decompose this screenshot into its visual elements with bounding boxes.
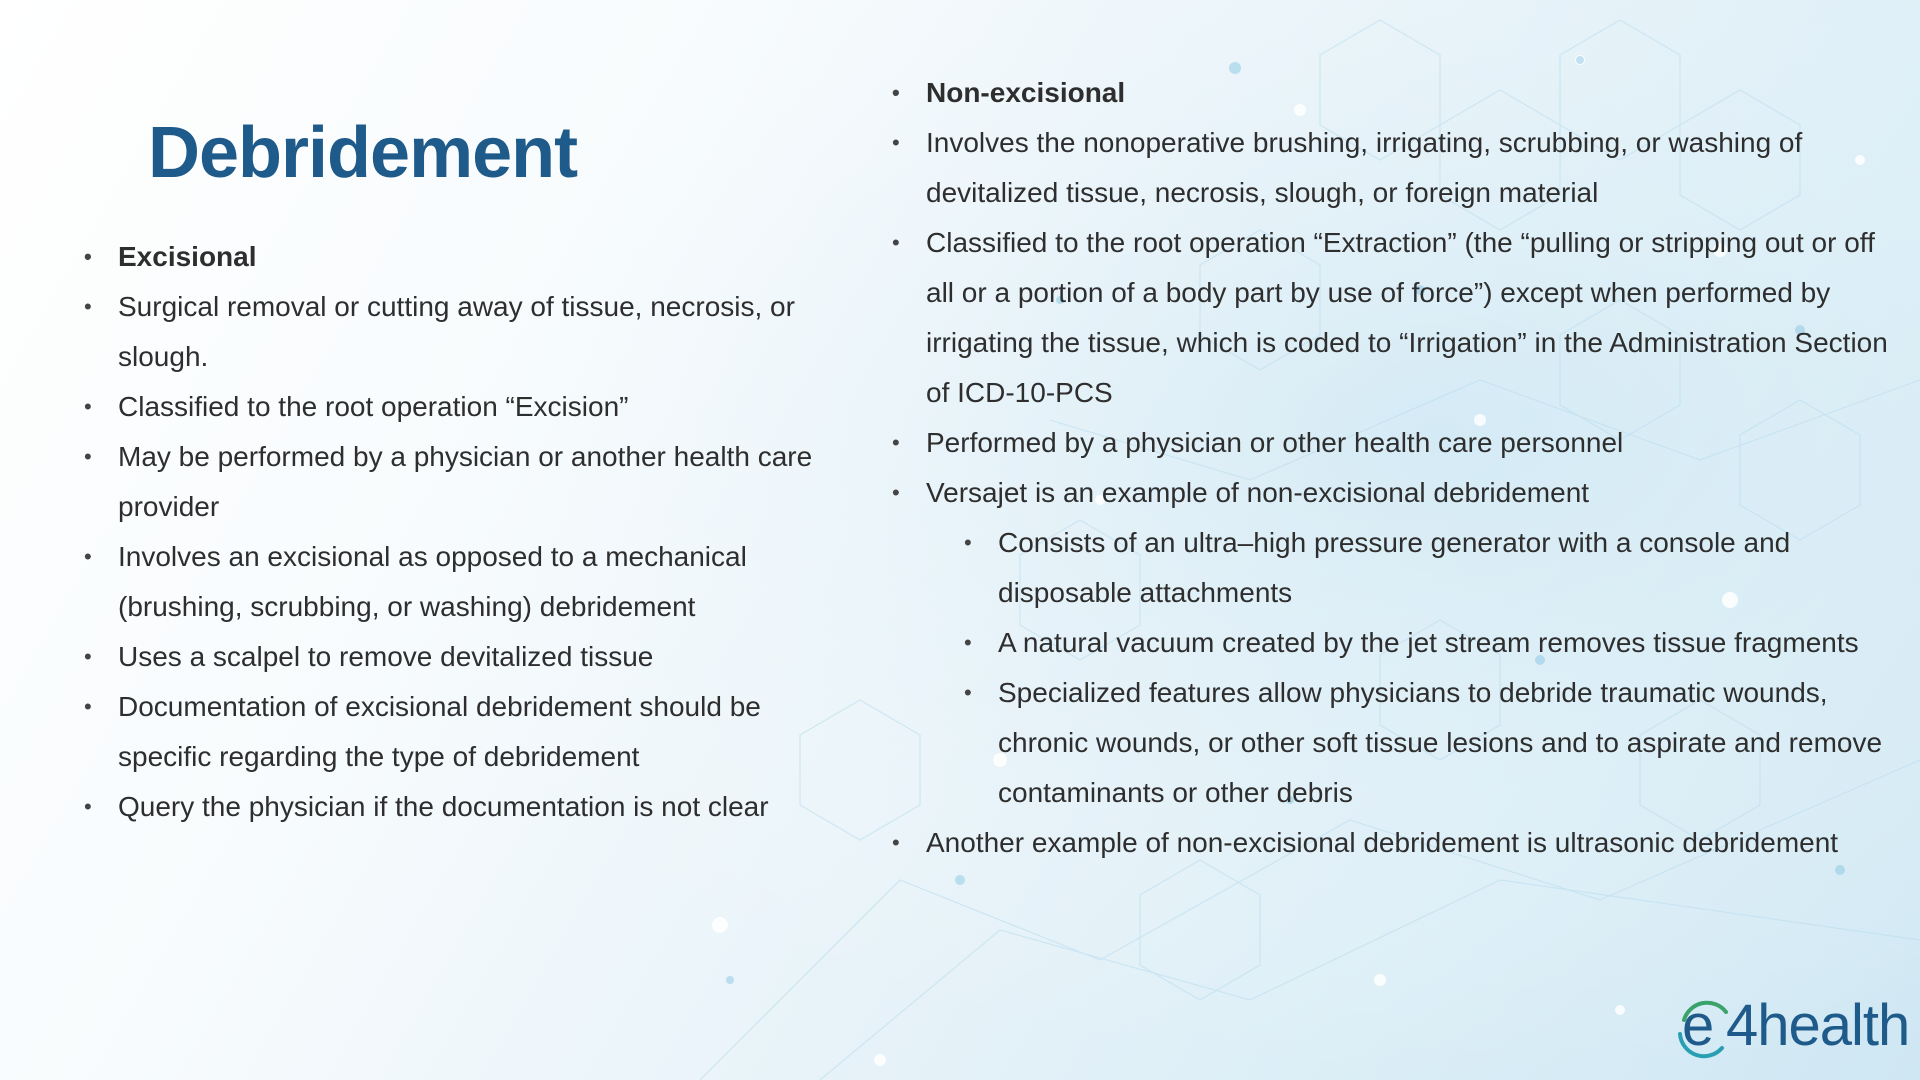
list-item: • Non-excisional xyxy=(890,68,1890,118)
e4health-logo xyxy=(1668,990,1910,1062)
list-item: • Another example of non-excisional debridement is ultrasonic debridement xyxy=(890,818,1890,868)
list-item: • Involves an excisional as opposed to a mechanical (brushing, scrubbing, or washing) debridement xyxy=(82,532,822,632)
list-item: • Documentation of excisional debridement should be specific regarding the type of debridement xyxy=(82,682,822,782)
list-item: • Uses a scalpel to remove devitalized tissue xyxy=(82,632,822,682)
non-excisional-bullet-list xyxy=(890,68,1890,868)
list-item: • Classified to the root operation “Excision” xyxy=(82,382,822,432)
excisional-bullet-list xyxy=(82,232,822,832)
list-item: • Involves the nonoperative brushing, irrigating, scrubbing, or washing of devitalized tissue, necrosis, slough, or foreign material xyxy=(890,118,1890,218)
sub-list-item: • Consists of an ultra–high pressure generator with a console and disposable attachments xyxy=(962,518,1890,618)
list-item: • Surgical removal or cutting away of tissue, necrosis, or slough. xyxy=(82,282,822,382)
list-item: • Classified to the root operation “Extraction” (the “pulling or stripping out or off all or a portion of a body part by use of force”) except when performed by irrigating the tissue, which is coded to “Irrigation” in the Administration Section of ICD-10-PCS xyxy=(890,218,1890,418)
list-item: • Excisional xyxy=(82,232,822,282)
list-item: • Versajet is an example of non-excisional debridement xyxy=(890,468,1890,518)
list-item: • Performed by a physician or other health care personnel xyxy=(890,418,1890,468)
sub-list-item: • Specialized features allow physicians to debride traumatic wounds, chronic wounds, or other soft tissue lesions and to aspirate and remove contaminants or other debris xyxy=(962,668,1890,818)
logo-e-letter: e xyxy=(1682,993,1715,1058)
slide-title: Debridement xyxy=(148,113,578,193)
list-item: • May be performed by a physician or another health care provider xyxy=(82,432,822,532)
logo-wordmark: 4health xyxy=(1726,993,1910,1058)
list-item: • Query the physician if the documentation is not clear xyxy=(82,782,822,832)
sub-list-item: • A natural vacuum created by the jet stream removes tissue fragments xyxy=(962,618,1890,668)
